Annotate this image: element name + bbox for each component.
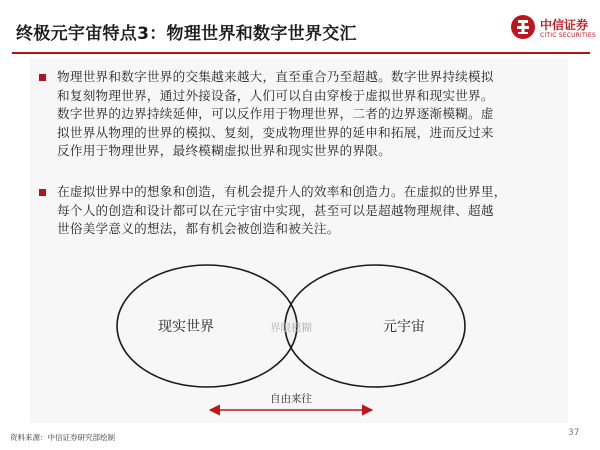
right-circle-label: 元宇宙 [383,319,425,335]
left-circle-label: 现实世界 [158,319,214,335]
logo-text-en: CITIC SECURITIES [540,32,596,39]
overlap-label: 界限模糊 [270,322,312,334]
bullet-text: 物理世界和数字世界的交集越来越大，直至重合乃至超越。数字世界持续模拟 和复刻物理世界，通过外接设备，人们可以自由穿梭于虚拟世界和现实世界。 数字世界的边界持续延伸，可以反作用于物理世界，二者的边界逐渐模糊。虚 拟世界从物理的世界的模拟、复刻，变成物理世界的延申和拓展，进而反过来 反作用于物理世界，最终模糊虚拟世界和现实世界的界限。 [57,69,494,158]
bullet-text: 在虚拟世界中的想象和创造，有机会提升人的效率和创造力。在虚拟的世界里， 每个人的创造和设计都可以在元宇宙中实现，甚至可以是超越物理规律、超越 世俗美学意义的想法，都有机会被创造和被关注。 [57,184,507,236]
arrow-label: 自由来往 [270,393,312,405]
source-note: 资料来源：中信证券研究部绘制 [10,433,115,442]
page-number: 37 [568,428,580,438]
right-circle [285,265,465,387]
page-title: 终极元宇宙特点3：物理世界和数字世界交汇 [16,24,357,44]
logo-text-cn: 中信证券 [540,18,589,32]
